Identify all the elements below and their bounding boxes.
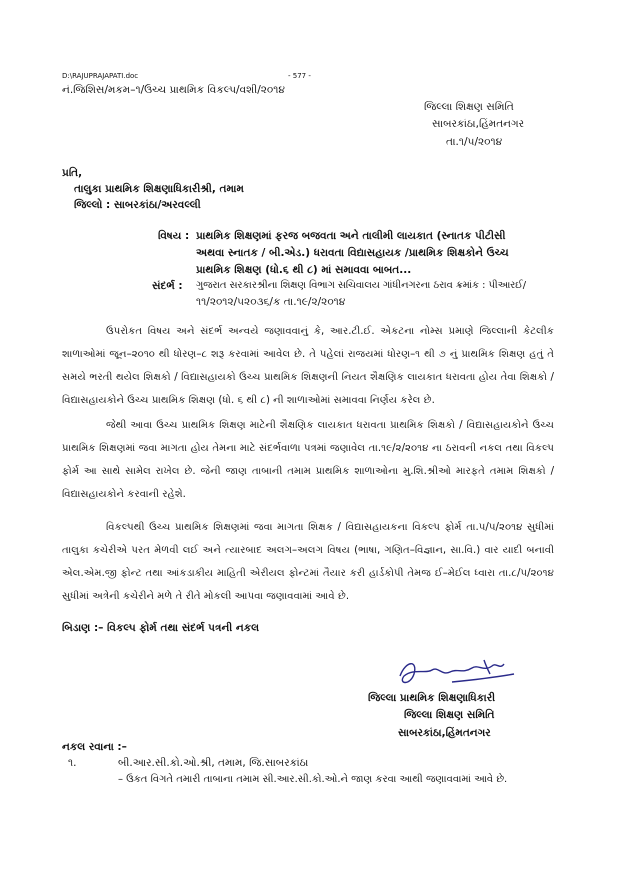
- handwritten-signature: [392, 654, 522, 694]
- body-paragraph-2: જેથી આવા ઉચ્ચ પ્રાથમિક શિક્ષણ માટેની શૈક્ષણિક લાયકાત ધરાવતા પ્રાથમિક શિક્ષકો / વિદ્યાસહાયકોને ઉચ્ચ પ્રાથમિક શિક્ષણમાં જવા માગતા હોય તેમના માટે સંદર્ભવાળા પત્રમાં જણાવેલ તા.૧૯/૨/૨૦૧૪ ના ઠરાવની નકલ તથા વિકલ્પ ફોર્મ આ સાથે સામેલ રાખેલ છે. જેની જાણ તાબાની તમામ પ્રાથમિક શાળાઓના મુ.શિ.શ્રીઓ મારફતે તમામ શિક્ષકો / વિદ્યાસહાયકોને કરવાની રહેશે.: [62, 420, 554, 500]
- letter-date: તા.૧/૫/૨૦૧૪: [446, 136, 503, 148]
- letter-number: નં.જિશિસ/મકમ–૧/ઉચ્ચ પ્રાથમિક વિકલ્પ/વશી/૨૦૧૪: [62, 84, 285, 96]
- subject-label: વિષય :: [158, 230, 190, 242]
- signatory-title: જિલ્લા પ્રાથમિક શિક્ષણાધિકારી: [368, 692, 496, 704]
- sender-place: સાબરકાંઠા,હિંમતનગર: [432, 118, 525, 130]
- copy-item-text: બી.આર.સી.કો.ઓ.શ્રી, તમામ, જિ.સાબરકાંઠા: [118, 757, 309, 769]
- copy-item-note: – ઉકત વિગતે તમારી તાબાના તમામ સી.આર.સી.કો.ઓ.ને જાણ કરવા આથી જણાવવામાં આવે છે.: [118, 774, 508, 785]
- recipient-line2: જિલ્લો : સાબરકાંઠા/અરવલ્લી: [74, 199, 201, 211]
- enclosure-line: બિડાણ :– વિકલ્પ ફોર્મ તથા સંદર્ભ પત્રની નકલ: [62, 622, 260, 634]
- sender-office: જિલ્લા શિક્ષણ સમિતિ: [424, 101, 514, 113]
- subject-line3: પ્રાથમિક શિક્ષણ (ધો.૬ થી ૮) માં સમાવવા બાબત...: [196, 264, 412, 276]
- reference-label: સંદર્ભ :: [152, 280, 183, 292]
- subject-line1: પ્રાથમિક શિક્ષણમાં ફરજ બજવતા અને તાલીમી લાયકાત (સ્નાતક પીટીસી: [196, 230, 506, 242]
- copy-heading: નકલ રવાના :–: [62, 741, 127, 753]
- reference-line2: ૧૧/૨૦૧૨/૫૨૦૩૬/ક તા.૧૯/૨/૨૦૧૪: [196, 296, 346, 308]
- page-reference: - 577 -: [288, 72, 311, 80]
- subject-line2: અથવા સ્નાતક / બી.એડ.) ધરાવતા વિદ્યાસહાયક /પ્રાથમિક શિક્ષકોને ઉચ્ચ: [196, 247, 509, 259]
- file-reference: D:\RAJUPRAJAPATI.doc: [62, 72, 139, 80]
- copy-item-number: ૧.: [68, 757, 77, 769]
- signatory-office: જિલ્લા શિક્ષણ સમિતિ: [404, 709, 495, 721]
- signatory-place: સાબરકાંઠા,હિંમતનગર: [398, 727, 491, 739]
- recipient-prati: પ્રતિ,: [62, 167, 83, 179]
- body-paragraph-1: ઉપરોકત વિષય અને સંદર્ભ અન્વયે જણાવવાનું કે, આર.ટી.ઈ. એકટના નોમ્સ પ્રમાણે જિલ્લાની કેટલીક શાળાઓમાં જૂન–૨૦૧૦ થી ધોરણ–૮ શરૂ કરવામાં આવેલ છે. તે પહેલાં રાજયમાં ધોરણ–૧ થી ૭ નું પ્રાથમિક શિક્ષણ હતું તે સમયે ભરતી થયેલ શિક્ષકો / વિદ્યાસહાયકો ઉચ્ચ પ્રાથમિક શિક્ષણની નિયત શૈક્ષણિક લાયકાત ધરાવતા હોય તેવા શિક્ષકો / વિદ્યાસહાયકોને ઉચ્ચ પ્રાથમિક શિક્ષણ (ધો. ૬ થી ૮) ની શાળાઓમાં સમાવવા નિર્ણય કરેલ છે.: [62, 326, 554, 406]
- recipient-line1: તાલુકા પ્રાથમિક શિક્ષણાધિકારીશ્રી, તમામ: [74, 183, 244, 195]
- body-paragraph-3: વિકલ્પથી ઉચ્ચ પ્રાથમિક શિક્ષણમાં જવા માગતા શિક્ષક / વિદ્યાસહાયકના વિકલ્પ ફોર્મ તા.૫/૫/૨૦૧૪ સુધીમાં તાલુકા કચેરીએ પરત મેળવી લઈ અને ત્યારબાદ અલગ–અલગ વિષય (ભાષા, ગણિત–વિજ્ઞાન, સા.વિ.) વાર યાદી બનાવી એલ.એમ.જી ફોન્ટ તથા આંકડાકીય માહિતી એરીયલ ફોન્ટમાં તૈયાર કરી હાર્ડકોપી તેમજ ઈ–મેઈલ ધ્વારા તા.૮/૫/૨૦૧૪ સુધીમાં અત્રેની કચેરીને મળે તે રીતે મોકલી આપવા જણાવવામાં આવે છે.: [62, 522, 554, 602]
- reference-line1: ગુજરાત સરકારશ્રીના શિક્ષણ વિભાગ સચિવાલય ગાંધીનગરના ઠરાવ ક્રમાંક : પીઆરઈ/: [196, 280, 527, 291]
